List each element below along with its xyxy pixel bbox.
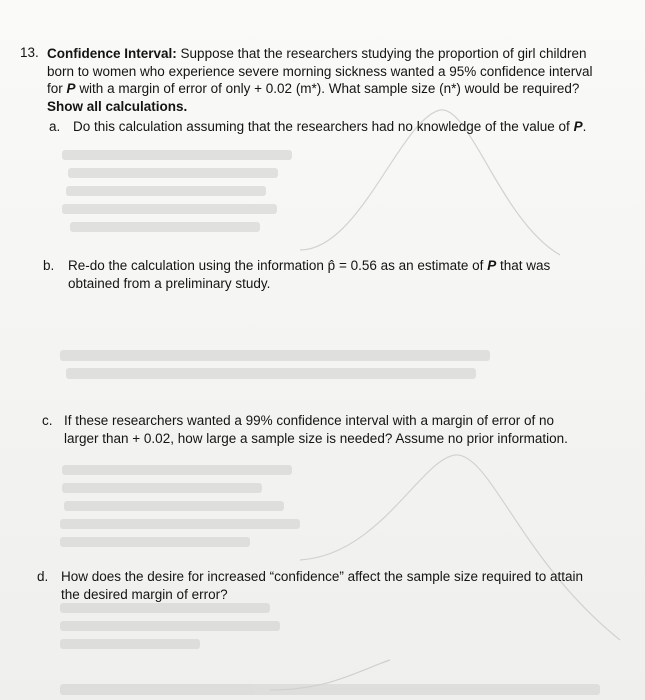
question-line-3 [47, 80, 617, 98]
part-b-line-1-end: that was [499, 258, 551, 273]
part-b-p-symbol: P [487, 258, 497, 273]
question-text-3: with a margin of error of only [79, 81, 251, 96]
part-c-line-1: If these researchers wanted a 99% confidence interval with a margin of error of no [64, 413, 555, 428]
question-show-all: Show all calculations. [47, 98, 188, 114]
part-b-line-1-start: Re-do the calculation using the information [68, 258, 324, 273]
part-d-text [61, 568, 583, 603]
part-b-text [68, 257, 550, 292]
question-text-1: Suppose that the researchers studying the proportion of girl children [180, 46, 587, 61]
question-line-1 [47, 45, 617, 63]
part-a-end: . [582, 119, 587, 134]
part-d-line-2: the desired margin of error? [61, 586, 228, 602]
question-prompt [47, 45, 617, 115]
p-hat-symbol: p̂ [327, 258, 336, 273]
part-d-label: d. [37, 569, 49, 584]
part-c-text [64, 412, 568, 447]
part-c-line-2: larger than + 0.02, how large a sample size is needed? Assume no prior information. [64, 430, 568, 446]
part-b-line-1-mid: = 0.56 as an estimate of [338, 258, 484, 273]
part-a-label: a. [49, 119, 61, 134]
part-a-sentence: Do this calculation assuming that the researchers had no knowledge of the value of [73, 119, 570, 134]
part-d-line-1: How does the desire for increased “confidence” affect the sample size required to attain [61, 569, 584, 584]
part-a-p-symbol: P [573, 119, 583, 134]
question-text-4: + 0.02 (m*). What sample size (n*) would be required? [254, 81, 580, 96]
question-number: 13. [20, 45, 39, 60]
question-line-2: born to women who experience severe morning sickness wanted a 95% confidence interval [47, 63, 593, 79]
part-c-label: c. [42, 413, 53, 428]
question-for-word: for [47, 81, 63, 96]
part-b-label: b. [43, 258, 55, 273]
question-title: Confidence Interval: [47, 46, 177, 61]
part-b-line-2: obtained from a preliminary study. [68, 275, 271, 291]
question-p-symbol: P [66, 81, 76, 96]
part-b-line-1 [68, 257, 550, 275]
part-a-text [73, 118, 586, 136]
